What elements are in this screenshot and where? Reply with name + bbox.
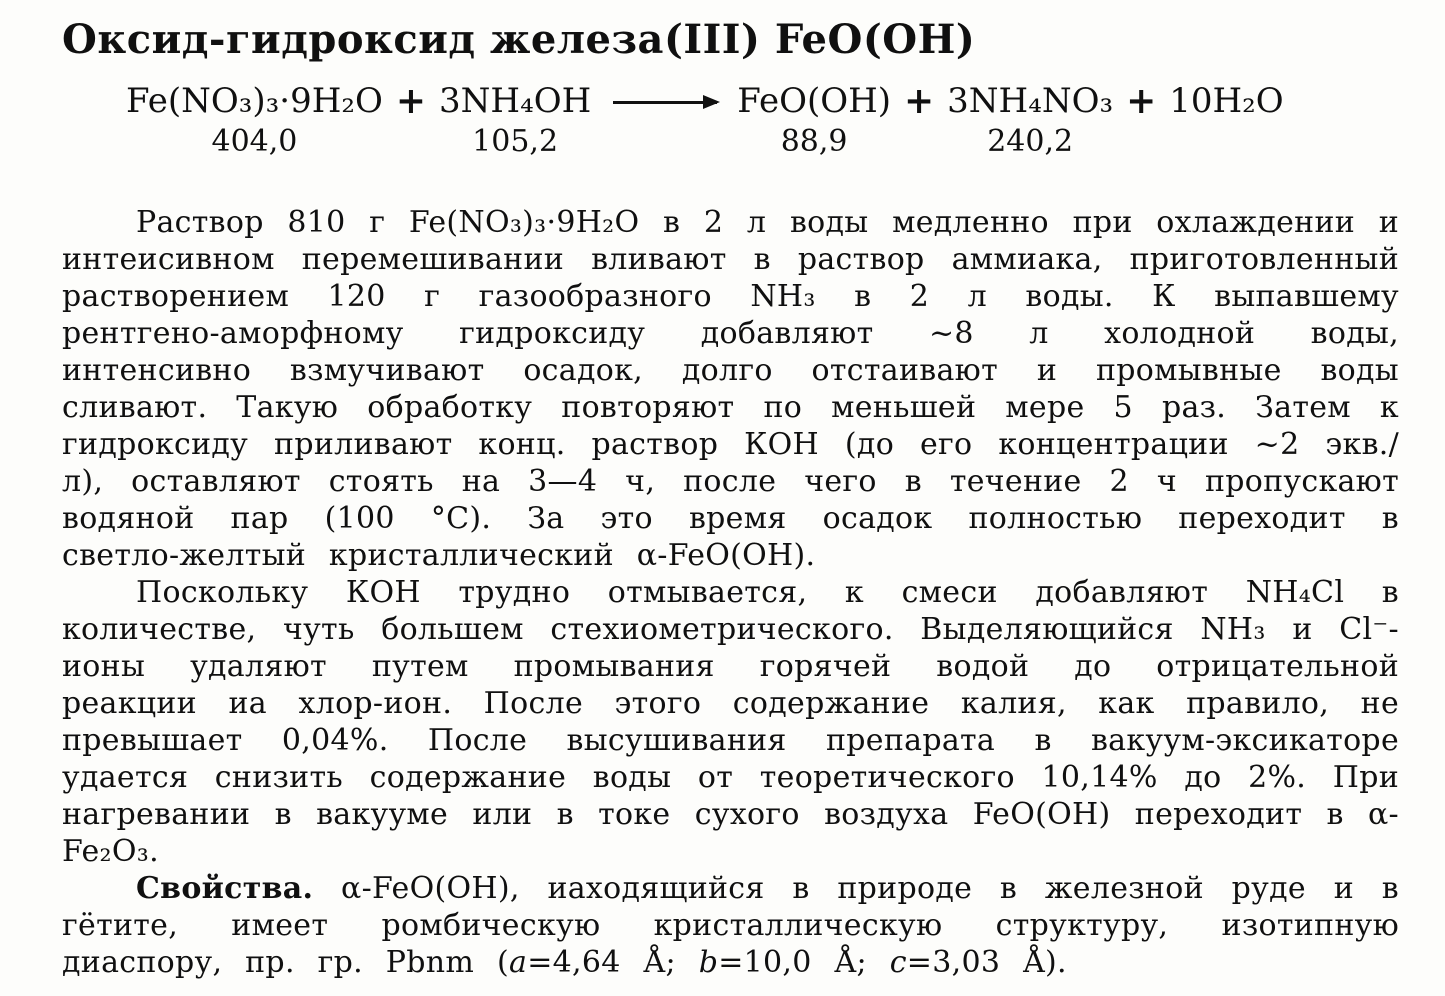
equation-product-2 [947,79,1113,160]
lattice-param-b: b [698,945,719,980]
plus-sign: + [904,80,935,122]
body-text [62,204,1399,981]
paragraph-purification-procedure: Поскольку КОН трудно отмывается, к смеси добавляют NH₄Cl в количестве, чуть большем стехиометрического. Выделяющийся NH₃ и Cl⁻-ионы удаляют путем промывания горячей водой до отрицательной реакции иа хлор-ион. После этого содержание калия, как правило, не превышает 0,04%. После высушивания препарата в вакуум-эксикаторе удается снизить содержание воды от теоретического 10,14% до 2%. При нагревании в вакууме или в токе сухого воздуха FeO(OH) переходит в α-Fe₂O₃. [62,575,1399,869]
lattice-param-a-value: =4,64 Å; [527,945,699,980]
equation-reactant-2 [439,79,591,160]
reaction-arrow-icon [613,101,717,104]
properties-heading: Свойства. [136,871,314,906]
molar-mass-product-2: 240,2 [987,124,1074,159]
formula-iron-oxide-hydroxide: FeO(OH) [737,81,891,121]
properties-text: α-FeO(OH), иаходящийся в природе в железной руде и в гётите, имеет ромбическую кристаллическую структуру, изотипную диаспору, пр. гр. Pbnm ( [62,871,1399,980]
plus-sign: + [395,80,427,122]
formula-water: 10H₂O [1169,81,1284,121]
paragraph-synthesis-procedure: Раствор 810 г Fe(NO₃)₃·9H₂O в 2 л воды медленно при охлаждении и интеисивном перемешивании вливают в раствор аммиака, приготовленный растворением 120 г газообразного NH₃ в 2 л воды. К выпавшему рентгено-аморфному гидроксиду добавляют ~8 л холодной воды, интенсивно взмучивают осадок, долго отстаивают и промывные воды сливают. Такую обработку повторяют по меньшей мере 5 раз. Затем к гидроксиду приливают конц. раствор КОН (до его концентрации ~2 экв./л), оставляют стоять на 3—4 ч, после чего в течение 2 ч пропускают водяной пар (100 °С). За это время осадок полностью переходит в светло-желтый кристаллический α-FeO(OH). [62,205,1399,573]
formula-iron-nitrate-nonahydrate: Fe(NO₃)₃·9H₂O [126,81,383,121]
lattice-param-a: a [509,945,528,980]
lattice-param-b-value: =10,0 Å; [718,945,890,980]
formula-ammonium-nitrate: 3NH₄NO₃ [947,81,1114,121]
lattice-param-c-value: =3,03 Å). [906,945,1067,980]
molar-mass-product-1: 88,9 [780,124,848,159]
equation-reactant-1 [126,79,383,160]
paragraph-properties [62,870,1399,981]
molar-mass-reactant-1: 404,0 [211,124,298,159]
plus-sign: + [1126,80,1157,122]
equation-product-1 [737,79,891,160]
lattice-param-c: c [889,945,907,980]
chemical-equation [126,79,1399,160]
equation-product-3 [1169,79,1283,124]
page-title: Оксид-гидроксид железа(III) FeO(OH) [62,16,976,63]
formula-ammonium-hydroxide: 3NH₄OH [439,81,592,121]
molar-mass-reactant-2: 105,2 [472,124,559,159]
